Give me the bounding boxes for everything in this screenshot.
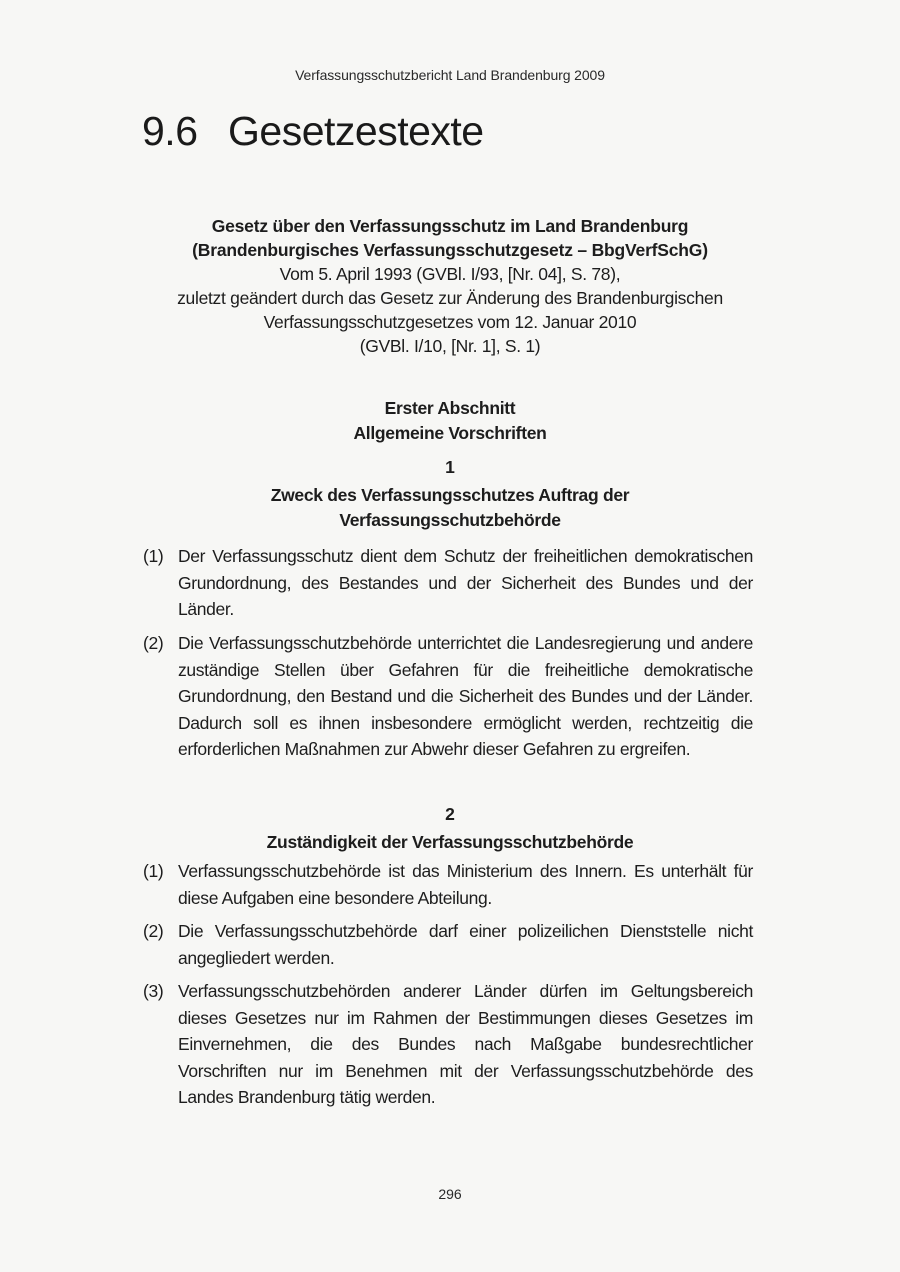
- section-title-text: Gesetzestexte: [228, 108, 484, 154]
- running-header: Verfassungsschutzbericht Land Brandenburg 2009: [295, 67, 605, 83]
- item-marker: (1): [143, 546, 164, 566]
- paragraph-item: [143, 630, 753, 763]
- law-amend-line-2: Verfassungsschutzgesetzes vom 12. Januar 2010: [263, 312, 637, 332]
- item-marker: (2): [143, 633, 164, 653]
- paragraph-title-line-1: Zuständigkeit der Verfassungsschutzbehörde: [266, 832, 634, 852]
- item-marker: (3): [143, 981, 164, 1001]
- paragraph-item: [143, 918, 753, 971]
- item-text: Verfassungsschutzbehörde ist das Ministerium des Innern. Es unterhält für diese Aufgaben eine besondere Abteilung.: [178, 861, 753, 908]
- paragraph-title-line-1: Zweck des Verfassungsschutzes Auftrag der: [270, 485, 630, 505]
- abschnitt-line-1: Erster Abschnitt: [384, 398, 516, 418]
- item-marker: (2): [143, 921, 164, 941]
- abschnitt-heading: [120, 396, 780, 446]
- law-amend-line-1: zuletzt geändert durch das Gesetz zur Änderung des Brandenburgischen: [177, 288, 723, 308]
- law-title-line-1: Gesetz über den Verfassungsschutz im Land Brandenburg: [211, 216, 689, 236]
- section-number: 9.6: [142, 108, 198, 154]
- section-title: [142, 108, 484, 155]
- paragraph-item: [143, 858, 753, 911]
- item-text: Die Verfassungsschutzbehörde unterrichtet die Landesregierung und andere zuständige Stellen über Gefahren für die freiheitliche demokratische Grundordnung, den Bestand und die Sicherheit des Bundes und der Länder. Dadurch soll es ihnen insbesondere ermöglicht werden, rechtzeitig die erforderlichen Maßnahmen zur Abwehr dieser Gefahren zu ergreifen.: [178, 633, 753, 759]
- law-heading: [120, 214, 780, 358]
- law-date-line: Vom 5. April 1993 (GVBl. I/93, [Nr. 04], S. 78),: [279, 264, 621, 284]
- paragraph-title: [120, 830, 780, 855]
- item-marker: (1): [143, 861, 164, 881]
- page-number: 296: [438, 1186, 462, 1202]
- abschnitt-line-2: Allgemeine Vorschriften: [353, 423, 547, 443]
- paragraph-number: 2: [445, 804, 455, 824]
- paragraph-title-line-2: Verfassungsschutzbehörde: [339, 510, 561, 530]
- paragraph-number: 1: [445, 457, 455, 477]
- paragraph-item: [143, 978, 753, 1111]
- item-text: Die Verfassungsschutzbehörde darf einer polizeilichen Dienststelle nicht angegliedert werden.: [178, 921, 753, 968]
- item-text: Der Verfassungsschutz dient dem Schutz der freiheitlichen demokratischen Grundordnung, des Bestandes und der Sicherheit des Bundes und der Länder.: [178, 546, 753, 619]
- law-amend-line-3: (GVBl. I/10, [Nr. 1], S. 1): [359, 336, 541, 356]
- item-text: Verfassungsschutzbehörden anderer Länder dürfen im Geltungsbereich dieses Gesetzes nur im Rahmen der Bestimmungen dieses Gesetzes im Einvernehmen, die des Bundes nach Maßgabe bundesrechtlicher Vorschriften nur im Benehmen mit der Verfassungsschutzbehörde des Landes Brandenburg tätig werden.: [178, 981, 753, 1107]
- paragraph-title: [120, 483, 780, 533]
- paragraph-item: [143, 543, 753, 623]
- law-title-line-2: (Brandenburgisches Verfassungsschutzgesetz – BbgVerfSchG): [192, 240, 708, 260]
